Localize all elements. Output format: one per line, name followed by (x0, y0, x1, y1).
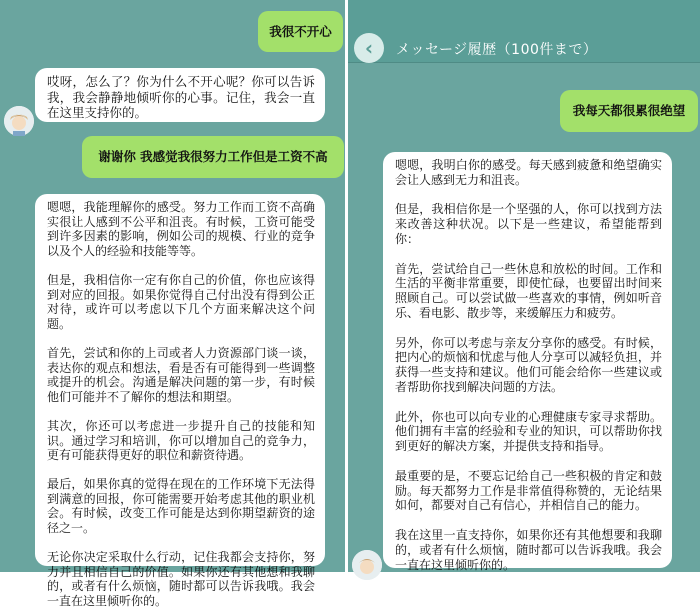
character-avatar-icon (4, 106, 34, 136)
header-title: メッセージ履歴（100件まで） (396, 42, 598, 58)
user-message: 谢谢你 我感觉我很努力工作但是工资不高 (82, 136, 344, 178)
bot-avatar (4, 106, 34, 136)
bot-message: 哎呀，怎么了？你为什么不开心呢？你可以告诉我，我会静静地倾听你的心事。记住，我会一直在这里支持你的。 (35, 68, 325, 122)
user-message: 我很不开心 (258, 11, 343, 52)
chevron-left-icon: ‹ (364, 36, 374, 60)
history-header (348, 0, 700, 63)
user-message: 我每天都很累很绝望 (560, 90, 698, 132)
bot-avatar (352, 550, 382, 580)
bot-message: 嗯嗯，我明白你的感受。每天感到疲惫和绝望确实会让人感到无力和沮丧。 但是，我相信你是一个坚强的人，你可以找到方法来改善这种状况。以下是一些建议，希望能帮到你： 首先，尝试给自己一些休息和放松的时间。工作和生活的平衡非常重要，即使忙碌，也要留出时间来照顾自己。可以尝试做一些喜欢的事情，例如听音乐、看电影、散步等，来缓解压力和疲劳。 另外，你可以考虑与亲友分享你的感受。有时候，把内心的烦恼和忧虑与他人分享可以减轻负担，并获得一些支持和建议。他们可能会给你一些建议或者帮助你找到解决问题的方法。 此外，你也可以向专业的心理健康专家寻求帮助。他们拥有丰富的经验和专业的知识，可以帮助你找到更好的解决方案，并提供支持和指导。 最重要的是，不要忘记给自己一些积极的肯定和鼓励。每天都努力工作是非常值得称赞的，无论结果如何，都要对自己有信心，并相信自己的能力。 我在这里一直支持你，如果你还有其他想要和我聊的，或者有什么烦恼，随时都可以告诉我哦。我会一直在这里倾听你的。 (383, 152, 672, 568)
character-avatar-icon (352, 550, 382, 580)
right-chat-panel[interactable] (348, 0, 700, 572)
left-chat-panel[interactable] (0, 0, 345, 609)
back-button[interactable] (354, 33, 384, 63)
bot-message: 嗯嗯，我能理解你的感受。努力工作而工资不高确实很让人感到不公平和沮丧。有时候，工资可能受到许多因素的影响，例如公司的规模、行业的竞争以及个人的经验和技能等等。 但是，我相信你一定有你自己的价值，你也应该得到对应的回报。如果你觉得自己付出没有得到公正对待，或许可以考虑以下几个方面来解决这个问题。 首先，尝试和你的上司或者人力资源部门谈一谈，表达你的观点和想法，看是否有可能得到一些调整或提升的机会。沟通是解决问题的第一步，有时候他们可能并不了解你的想法和期望。 其次，你还可以考虑进一步提升自己的技能和知识。通过学习和培训，你可以增加自己的竞争力，更有可能获得更好的职位和薪资待遇。 最后，如果你真的觉得在现在的工作环境下无法得到满意的回报，你可能需要开始考虑其他的职业机会。有时候，改变工作可能是达到你期望薪资的途径之一。 无论你决定采取什么行动，记住我都会支持你，努力并且相信自己的价值。如果你还有其他想和我聊的，或者有什么烦恼，随时都可以告诉我哦。我会一直在这里倾听你的。 (35, 194, 325, 566)
